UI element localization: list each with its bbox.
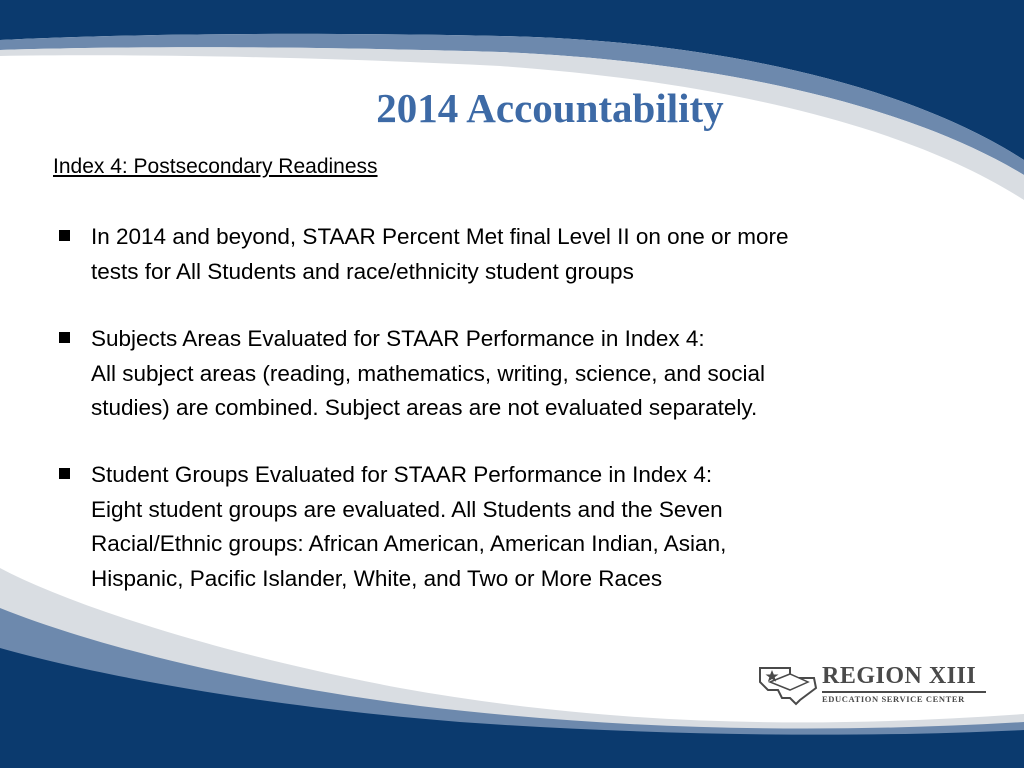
logo-name: REGION XIII bbox=[822, 663, 977, 689]
bullet-line: Student Groups Evaluated for STAAR Performance in Index 4: bbox=[91, 462, 713, 487]
bullet-line: studies) are combined. Subject areas are not evaluated separately. bbox=[91, 395, 758, 420]
logo-divider bbox=[822, 691, 986, 693]
texas-state-outline-star-icon bbox=[756, 660, 820, 706]
bullet-text bbox=[91, 322, 935, 426]
bullet-item bbox=[55, 220, 935, 289]
bullet-text bbox=[91, 220, 935, 289]
bullet-item bbox=[55, 458, 935, 596]
region-xiii-logo bbox=[756, 660, 992, 706]
section-heading: Index 4: Postsecondary Readiness bbox=[53, 155, 378, 178]
bullet-line: Subjects Areas Evaluated for STAAR Performance in Index 4: bbox=[91, 326, 705, 351]
square-bullet-icon bbox=[59, 230, 70, 241]
bullet-line: Hispanic, Pacific Islander, White, and Two or More Races bbox=[91, 565, 663, 591]
bullet-line: All subject areas (reading, mathematics, writing, science, and social bbox=[91, 360, 766, 386]
slide-title: 2014 Accountability bbox=[376, 85, 724, 131]
bullet-line: In 2014 and beyond, STAAR Percent Met final Level II on one or more bbox=[91, 224, 789, 249]
bullet-line: Racial/Ethnic groups: African American, American Indian, Asian, bbox=[91, 531, 727, 556]
square-bullet-icon bbox=[59, 332, 70, 343]
square-bullet-icon bbox=[59, 468, 70, 479]
bullet-line: Eight student groups are evaluated. All Students and the Seven bbox=[91, 496, 723, 522]
bullet-item bbox=[55, 322, 935, 426]
logo-subtitle: EDUCATION SERVICE CENTER bbox=[822, 694, 965, 704]
bullet-text bbox=[91, 458, 935, 596]
bullet-line: tests for All Students and race/ethnicity student groups bbox=[91, 258, 634, 284]
top-navy-band bbox=[0, 0, 1024, 160]
